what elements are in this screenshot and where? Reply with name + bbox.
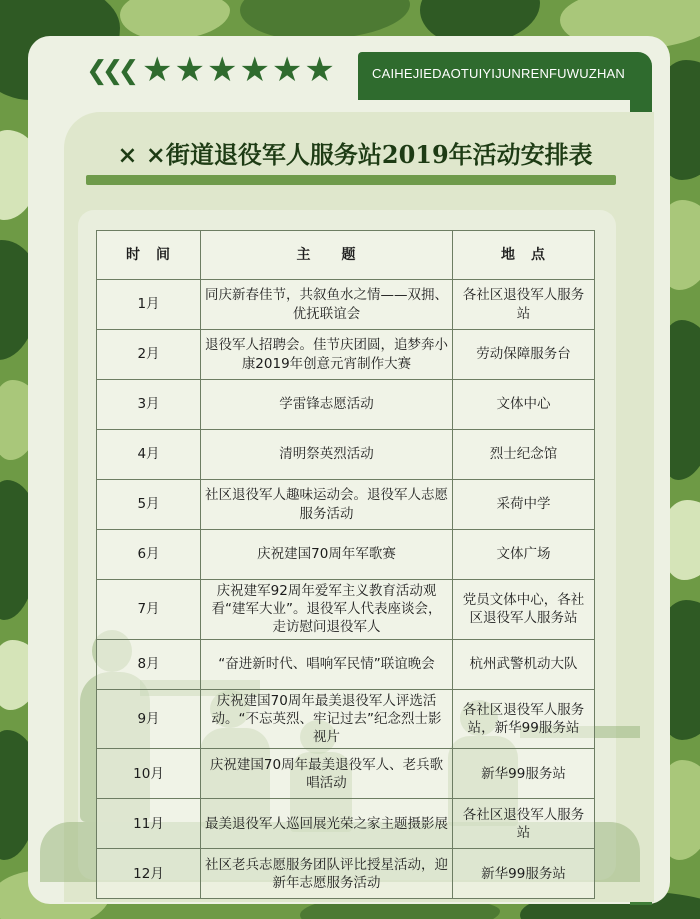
pinyin-subtitle: CAIHEJIEDAOTUIYIJUNRENFUWUZHAN	[372, 66, 626, 81]
stars-icon: ★★★★★★	[142, 50, 337, 90]
place-cell: 文体广场	[453, 530, 595, 580]
time-cell: 2月	[97, 330, 201, 380]
place-cell: 各社区退役军人服务站	[453, 280, 595, 330]
chevrons-left-icon: ❮❮❮	[86, 56, 134, 86]
table-row	[97, 689, 595, 749]
page-title: × ×街道退役军人服务站2019年活动安排表	[117, 140, 593, 169]
time-cell: 12月	[97, 849, 201, 899]
topic-cell: 庆祝建国70周年军歌赛	[201, 530, 453, 580]
topic-cell: 社区退役军人趣味运动会。退役军人志愿服务活动	[201, 480, 453, 530]
time-cell: 4月	[97, 430, 201, 480]
time-cell: 3月	[97, 380, 201, 430]
table-row	[97, 330, 595, 380]
table-row	[97, 480, 595, 530]
time-cell: 11月	[97, 799, 201, 849]
table-row	[97, 380, 595, 430]
table-row	[97, 580, 595, 640]
place-cell: 各社区退役军人服务站	[453, 799, 595, 849]
topic-cell: 庆祝建国70周年最美退役军人评选活动。“不忘英烈、牢记过去”纪念烈士影视片	[201, 689, 453, 749]
topic-cell: 社区老兵志愿服务团队评比授星活动，迎新年志愿服务活动	[201, 849, 453, 899]
title-underline	[86, 175, 616, 185]
table-header-row	[97, 231, 595, 280]
table-row	[97, 799, 595, 849]
time-cell: 10月	[97, 749, 201, 799]
table-row	[97, 639, 595, 689]
table-row	[97, 749, 595, 799]
place-cell: 新华99服务站	[453, 749, 595, 799]
table-row	[97, 849, 595, 899]
time-cell: 8月	[97, 639, 201, 689]
topic-cell: 学雷锋志愿活动	[201, 380, 453, 430]
place-cell: 劳动保障服务台	[453, 330, 595, 380]
topic-cell: 清明祭英烈活动	[201, 430, 453, 480]
topic-cell: 庆祝建国70周年最美退役军人、老兵歌唱活动	[201, 749, 453, 799]
time-cell: 6月	[97, 530, 201, 580]
table-row	[97, 530, 595, 580]
place-cell: 新华99服务站	[453, 849, 595, 899]
place-cell: 各社区退役军人服务站，新华99服务站	[453, 689, 595, 749]
time-cell: 5月	[97, 480, 201, 530]
schedule-table	[96, 230, 595, 899]
column-header-time: 时 间	[97, 231, 201, 280]
table-row	[97, 430, 595, 480]
time-cell: 1月	[97, 280, 201, 330]
topic-cell: 最美退役军人巡回展光荣之家主题摄影展	[201, 799, 453, 849]
table-row	[97, 280, 595, 330]
column-header-topic: 主 题	[201, 231, 453, 280]
place-cell: 党员文体中心，各社区退役军人服务站	[453, 580, 595, 640]
place-cell: 烈士纪念馆	[453, 430, 595, 480]
time-cell: 7月	[97, 580, 201, 640]
time-cell: 9月	[97, 689, 201, 749]
place-cell: 文体中心	[453, 380, 595, 430]
place-cell: 杭州武警机动大队	[453, 639, 595, 689]
topic-cell: 退役军人招聘会。佳节庆团圆，追梦奔小康2019年创意元宵制作大赛	[201, 330, 453, 380]
topic-cell: 同庆新春佳节，共叙鱼水之情——双拥、优抚联谊会	[201, 280, 453, 330]
place-cell: 采荷中学	[453, 480, 595, 530]
column-header-place: 地 点	[453, 231, 595, 280]
topic-cell: 庆祝建军92周年爱军主义教育活动观看“建军大业”。退役军人代表座谈会，走访慰问退役军人	[201, 580, 453, 640]
topic-cell: “奋进新时代、唱响军民情”联谊晚会	[201, 639, 453, 689]
